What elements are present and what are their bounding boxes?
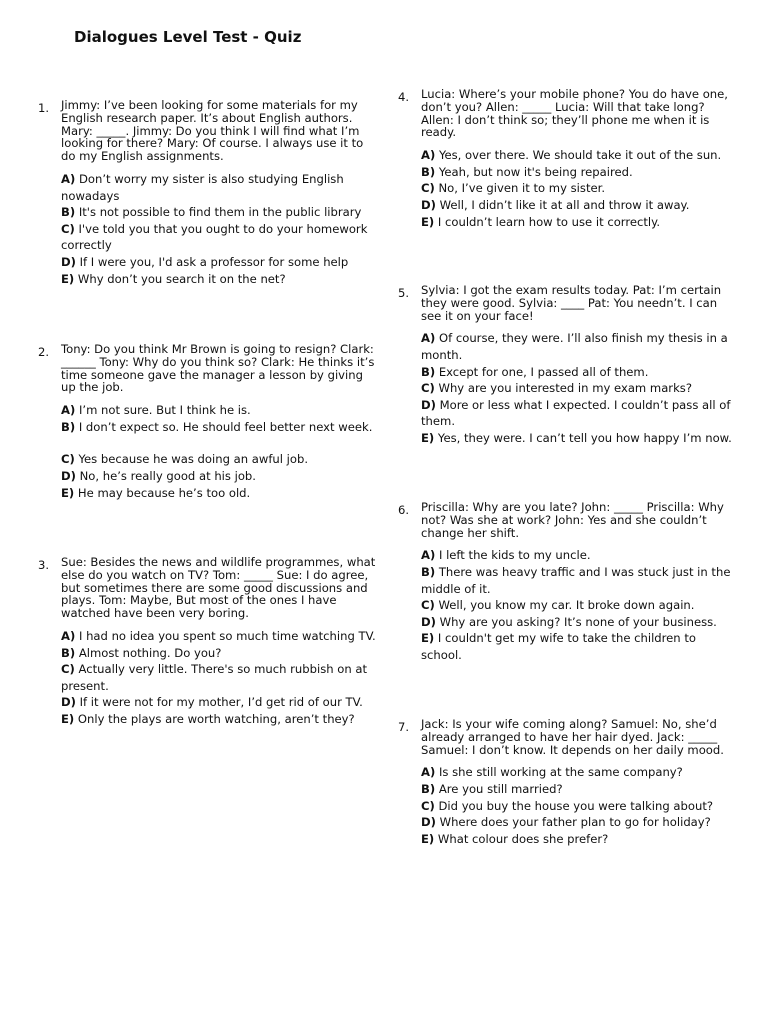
option-text: I couldn't get my wife to take the children to school. <box>421 631 696 662</box>
option-letter: C) <box>421 181 435 196</box>
option-text: Of course, they were. I’ll also finish my thesis in a month. <box>421 331 728 362</box>
option-letter: E) <box>421 631 435 646</box>
option-text: Where does your father plan to go for holiday? <box>435 815 711 830</box>
option-e <box>421 630 737 663</box>
option-text: Why are you interested in my exam marks? <box>434 381 692 396</box>
option-letter: A) <box>421 765 436 780</box>
option-c <box>421 380 737 397</box>
question-number: 3. <box>38 558 50 572</box>
option-letter: C) <box>61 662 75 677</box>
question-stem: Tony: Do you think Mr Brown is going to resign? Clark: ______ Tony: Why do you think so? Clark: He thinks it’s time someone gave the manager a lesson by giving up the job. <box>61 342 375 395</box>
option-text: Is she still working at the same company? <box>435 765 683 780</box>
option-text: I had no idea you spent so much time watching TV. <box>75 628 376 643</box>
question-3 <box>38 555 377 728</box>
option-letter: D) <box>421 815 436 830</box>
option-d <box>421 614 737 631</box>
option-d <box>61 254 377 271</box>
option-e <box>61 271 377 288</box>
option-letter: D) <box>421 614 436 629</box>
option-letter: E) <box>421 831 435 846</box>
option-letter: E) <box>421 430 435 445</box>
option-e <box>421 430 737 447</box>
question-stem: Sue: Besides the news and wildlife programmes, what else do you watch on TV? Tom: _____ Sue: I do agree, but sometimes there are some good discussions and plays. Tom: Maybe, But most of the ones I have watched have been very boring. <box>61 555 376 621</box>
spacer <box>61 435 379 451</box>
option-text: Don’t worry my sister is also studying English nowadays <box>61 171 344 203</box>
option-letter: E) <box>61 485 75 500</box>
option-text: More or less what I expected. I couldn’t pass all of them. <box>421 397 731 429</box>
option-c <box>421 180 737 197</box>
option-letter: D) <box>421 197 436 212</box>
option-text: What colour does she prefer? <box>434 831 609 846</box>
option-text: Yes because he was doing an awful job. <box>74 452 309 467</box>
option-letter: B) <box>421 564 436 579</box>
option-a <box>61 628 377 645</box>
option-text: He may because he’s too old. <box>74 485 251 500</box>
option-b <box>421 164 737 181</box>
option-text: I couldn’t learn how to use it correctly. <box>434 214 661 229</box>
option-a <box>421 764 737 781</box>
option-c <box>61 661 377 694</box>
option-d <box>421 197 737 214</box>
option-b <box>421 781 737 798</box>
question-number: 1. <box>38 101 50 115</box>
option-e <box>61 485 379 502</box>
question-1 <box>38 98 377 287</box>
option-text: I've told you that you ought to do your homework correctly <box>61 221 368 253</box>
option-letter: C) <box>421 798 435 813</box>
option-c <box>61 451 379 468</box>
option-letter: A) <box>61 171 76 186</box>
option-text: I’m not sure. But I think he is. <box>75 403 251 418</box>
question-6 <box>398 500 737 664</box>
option-letter: B) <box>61 419 76 434</box>
option-text: Yeah, but now it's being repaired. <box>435 164 633 179</box>
question-2 <box>38 342 379 501</box>
option-c <box>421 798 737 815</box>
option-d <box>61 694 377 711</box>
question-7 <box>398 717 737 847</box>
option-text: No, he’s really good at his job. <box>75 468 256 483</box>
question-number: 7. <box>398 720 410 734</box>
option-text: Why don’t you search it on the net? <box>74 271 286 286</box>
option-b <box>421 564 737 597</box>
option-text: Except for one, I passed all of them. <box>435 364 649 379</box>
option-letter: B) <box>421 364 436 379</box>
question-stem: Jimmy: I’ve been looking for some materials for my English research paper. It’s about English authors. Mary: _____. Jimmy: Do you think I will find what I’m looking for there? Mary: Of course. I always use it to do my English assignments. <box>61 98 364 164</box>
question-number: 5. <box>398 286 410 300</box>
option-b <box>61 645 377 662</box>
option-e <box>61 711 377 728</box>
option-letter: C) <box>421 381 435 396</box>
option-e <box>421 831 737 848</box>
question-number: 4. <box>398 90 410 104</box>
option-a <box>421 147 737 164</box>
option-letter: A) <box>421 548 436 563</box>
option-letter: D) <box>61 695 76 710</box>
option-text: Yes, over there. We should take it out of the sun. <box>435 148 722 163</box>
option-letter: A) <box>421 148 436 163</box>
question-4 <box>398 87 737 230</box>
option-b <box>421 364 737 381</box>
option-text: Well, you know my car. It broke down again. <box>434 598 695 613</box>
option-letter: B) <box>421 164 436 179</box>
option-text: Only the plays are worth watching, aren’t they? <box>74 711 355 726</box>
option-letter: D) <box>421 397 436 412</box>
page-title: Dialogues Level Test - Quiz <box>74 28 302 46</box>
option-letter: C) <box>61 452 75 467</box>
option-d <box>421 814 737 831</box>
option-letter: D) <box>61 254 76 269</box>
option-letter: E) <box>61 271 75 286</box>
option-text: No, I’ve given it to my sister. <box>434 181 606 196</box>
question-number: 6. <box>398 503 410 517</box>
option-text: If it were not for my mother, I’d get rid of our TV. <box>75 695 363 710</box>
question-stem: Jack: Is your wife coming along? Samuel: No, she’d already arranged to have her hair dyed. Jack: _____ Samuel: I don’t know. It depends on her daily mood. <box>421 717 724 757</box>
option-b <box>61 419 379 436</box>
option-letter: B) <box>421 781 436 796</box>
option-letter: D) <box>61 468 76 483</box>
question-number: 2. <box>38 345 50 359</box>
question-stem: Lucia: Where’s your mobile phone? You do have one, don’t you? Allen: _____ Lucia: Will that take long? Allen: I don’t think so; they’ll phone me when it is ready. <box>421 87 728 140</box>
option-text: If I were you, I'd ask a professor for some help <box>75 254 349 269</box>
option-text: It's not possible to find them in the public library <box>75 205 362 220</box>
option-c <box>421 597 737 614</box>
option-text: Did you buy the house you were talking about? <box>434 798 714 813</box>
option-text: Yes, they were. I can’t tell you how happy I’m now. <box>434 430 732 445</box>
option-text: Actually very little. There's so much rubbish on at present. <box>61 662 368 693</box>
option-text: There was heavy traffic and I was stuck just in the middle of it. <box>421 564 731 596</box>
option-letter: B) <box>61 205 76 220</box>
option-letter: E) <box>421 214 435 229</box>
option-letter: B) <box>61 645 76 660</box>
question-stem: Sylvia: I got the exam results today. Pat: I’m certain they were good. Sylvia: ____ Pat: You needn’t. I can see it on your face! <box>421 283 722 323</box>
option-text: Are you still married? <box>435 781 563 796</box>
option-letter: C) <box>421 598 435 613</box>
option-a <box>421 330 737 363</box>
option-text: Why are you asking? It’s none of your business. <box>435 614 717 629</box>
option-letter: A) <box>421 331 436 346</box>
question-stem: Priscilla: Why are you late? John: _____ Priscilla: Why not? Was she at work? John: Yes and she couldn’t change her shift. <box>421 500 724 540</box>
option-text: Well, I didn’t like it at all and throw it away. <box>435 197 690 212</box>
option-text: I left the kids to my uncle. <box>435 548 591 563</box>
option-c <box>61 221 377 254</box>
option-e <box>421 214 737 231</box>
option-text: I don’t expect so. He should feel better next week. <box>75 419 373 434</box>
option-letter: A) <box>61 403 76 418</box>
option-letter: A) <box>61 628 76 643</box>
option-d <box>421 397 737 430</box>
question-5 <box>398 283 737 447</box>
option-a <box>61 171 377 204</box>
option-text: Almost nothing. Do you? <box>75 645 222 660</box>
option-letter: C) <box>61 221 75 236</box>
option-a <box>61 402 379 419</box>
option-a <box>421 547 737 564</box>
option-d <box>61 468 379 485</box>
option-letter: E) <box>61 711 75 726</box>
option-b <box>61 204 377 221</box>
